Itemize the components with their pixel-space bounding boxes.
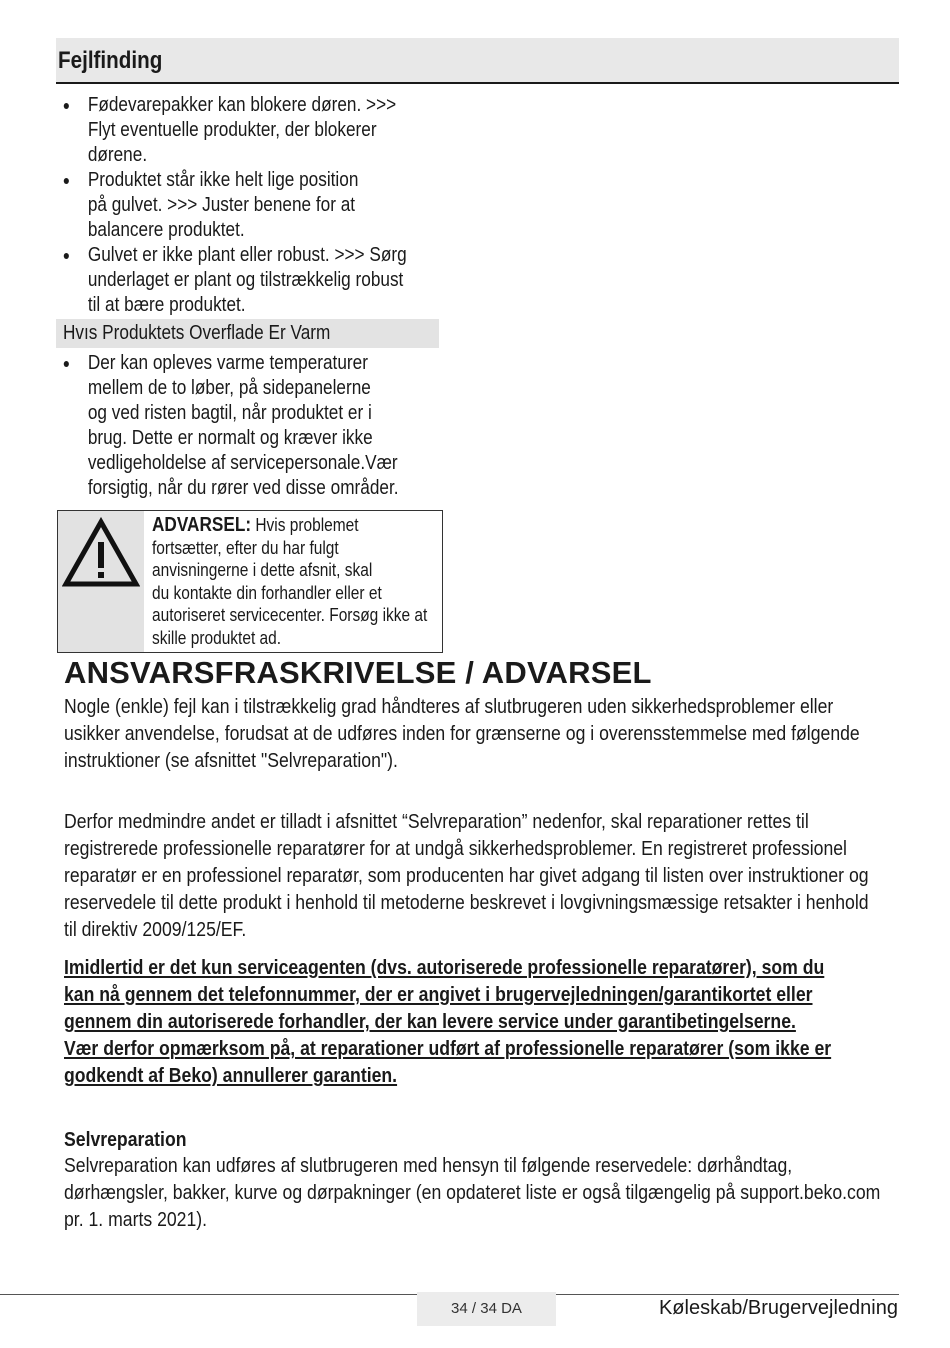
selfrepair-title: Selvreparation xyxy=(64,1128,187,1151)
warm-surface-list xyxy=(56,351,446,501)
list-item-line: Flyt eventuelle produkter, der blokerer xyxy=(87,119,377,141)
list-item-line: Gulvet er ikke plant eller robust. >>> Sørg xyxy=(87,244,407,266)
troubleshoot-list xyxy=(56,93,446,318)
disclaimer-paragraph-1 xyxy=(64,693,860,774)
paragraph-line: Vær derfor opmærksom på, at reparationer udført af professionelle reparatører (som ikke er xyxy=(64,1037,832,1060)
paragraph-line: pr. 1. marts 2021). xyxy=(64,1208,208,1231)
warning-text xyxy=(152,514,427,649)
list-item-line: forsigtig, når du rører ved disse områder. xyxy=(87,477,399,499)
warranty-notice xyxy=(64,954,831,1089)
list-item-line: på gulvet. >>> Juster benene for at xyxy=(87,194,356,216)
list-item-line: Produktet står ikke helt lige position xyxy=(87,169,359,191)
list-item-line: brug. Dette er normalt og kræver ikke xyxy=(87,427,373,449)
section-header xyxy=(56,38,899,84)
subheading-bar xyxy=(56,319,439,348)
bullet-list-warm xyxy=(56,351,399,501)
warning-line: anvisningerne i dette afsnit, skal xyxy=(152,560,373,580)
warning-line: skille produktet ad. xyxy=(152,627,282,648)
list-item-line: til at bære produktet. xyxy=(87,294,246,316)
warning-box xyxy=(57,510,443,653)
warning-line: autoriseret servicecenter. Forsøg ikke at xyxy=(152,605,428,625)
disclaimer-title: ANSVARSFRASKRIVELSE / ADVARSEL xyxy=(64,655,652,690)
paragraph-line: til direktiv 2009/125/EF. xyxy=(64,918,247,941)
paragraph-line: usikker anvendelse, forudsat at de udføres inden for grænserne og i overensstemmelse med følgende xyxy=(64,722,860,745)
paragraph-line: dørhængsler, bakker, kurve og dørpakninger (en opdateret liste er også tilgængelig på support.beko.com xyxy=(64,1181,881,1204)
warning-label: ADVARSEL: xyxy=(152,514,252,536)
warning-first-line xyxy=(152,514,427,537)
paragraph-line: instruktioner (se afsnittet "Selvreparation"). xyxy=(64,749,398,772)
document-name: Køleskab/Brugervejledning xyxy=(658,1297,898,1319)
list-item xyxy=(56,93,397,168)
list-item-line: og ved risten bagtil, når produktet er i xyxy=(87,402,372,424)
list-item xyxy=(56,168,391,243)
list-item-line: mellem de to løber, på sidepanelerne xyxy=(87,377,371,399)
paragraph-line: Imidlertid er det kun serviceagenten (dvs. autoriserede professionelle reparatører), som du xyxy=(64,956,825,979)
paragraph-line: kan nå gennem det telefonnummer, der er angivet i brugervejledningen/garantikortet eller xyxy=(64,983,813,1006)
list-item xyxy=(56,351,399,501)
list-item-line: underlaget er plant og tilstrækkelig robust xyxy=(87,269,404,291)
warning-line: fortsætter, efter du har fulgt xyxy=(152,537,339,558)
paragraph-line: Derfor medmindre andet er tilladt i afsnittet “Selvreparation” nedenfor, skal reparationer rettes til xyxy=(64,810,809,833)
subheading: Hvıs Produktets Overflade Er Varm xyxy=(63,322,331,344)
disclaimer-paragraph-2 xyxy=(64,808,869,943)
list-item-line: Fødevarepakker kan blokere døren. >>> xyxy=(87,94,397,116)
warning-triangle-icon xyxy=(62,517,140,589)
paragraph-line: godkendt af Beko) annullerer garantien. xyxy=(64,1064,398,1087)
warning-line: du kontakte din forhandler eller et xyxy=(152,582,382,603)
paragraph-line: gennem din autoriserede forhandler, der kan levere service under garantibetingelserne. xyxy=(64,1010,796,1033)
selfrepair-paragraph xyxy=(64,1152,880,1233)
list-item-line: dørene. xyxy=(87,144,148,166)
paragraph-line: reparatør er en professionel reparatør, som producenten har givet adgang til listen over instruktioner og xyxy=(64,864,869,887)
paragraph-line: reservedele til dette produkt i henhold til metoderne beskrevet i lovgivningsmæssige retsakter i henhold xyxy=(64,891,869,914)
bullet-list-door xyxy=(56,93,407,318)
list-item-line: vedligeholdelse af servicepersonale.Vær xyxy=(87,452,398,474)
page-number-box xyxy=(417,1292,556,1326)
paragraph-line: registrerede professionelle reparatører for at undgå sikkerhedsproblemer. En registreret professionel xyxy=(64,837,847,860)
list-item-line: balancere produktet. xyxy=(87,219,245,241)
paragraph-line: Selvreparation kan udføres af slutbrugeren med hensyn til følgende reservedele: dørhåndtag, xyxy=(64,1154,793,1177)
page-number: 34 / 34 DA xyxy=(451,1300,522,1317)
list-item-line: Der kan opleves varme temperaturer xyxy=(87,352,368,374)
warning-line: Hvis problemet xyxy=(251,515,359,535)
warning-icon-cell xyxy=(58,511,144,652)
section-title: Fejlfinding xyxy=(58,47,163,74)
paragraph-line: Nogle (enkle) fejl kan i tilstrækkelig grad håndteres af slutbrugeren uden sikkerhedsproblemer eller xyxy=(64,695,834,718)
list-item xyxy=(56,243,407,318)
